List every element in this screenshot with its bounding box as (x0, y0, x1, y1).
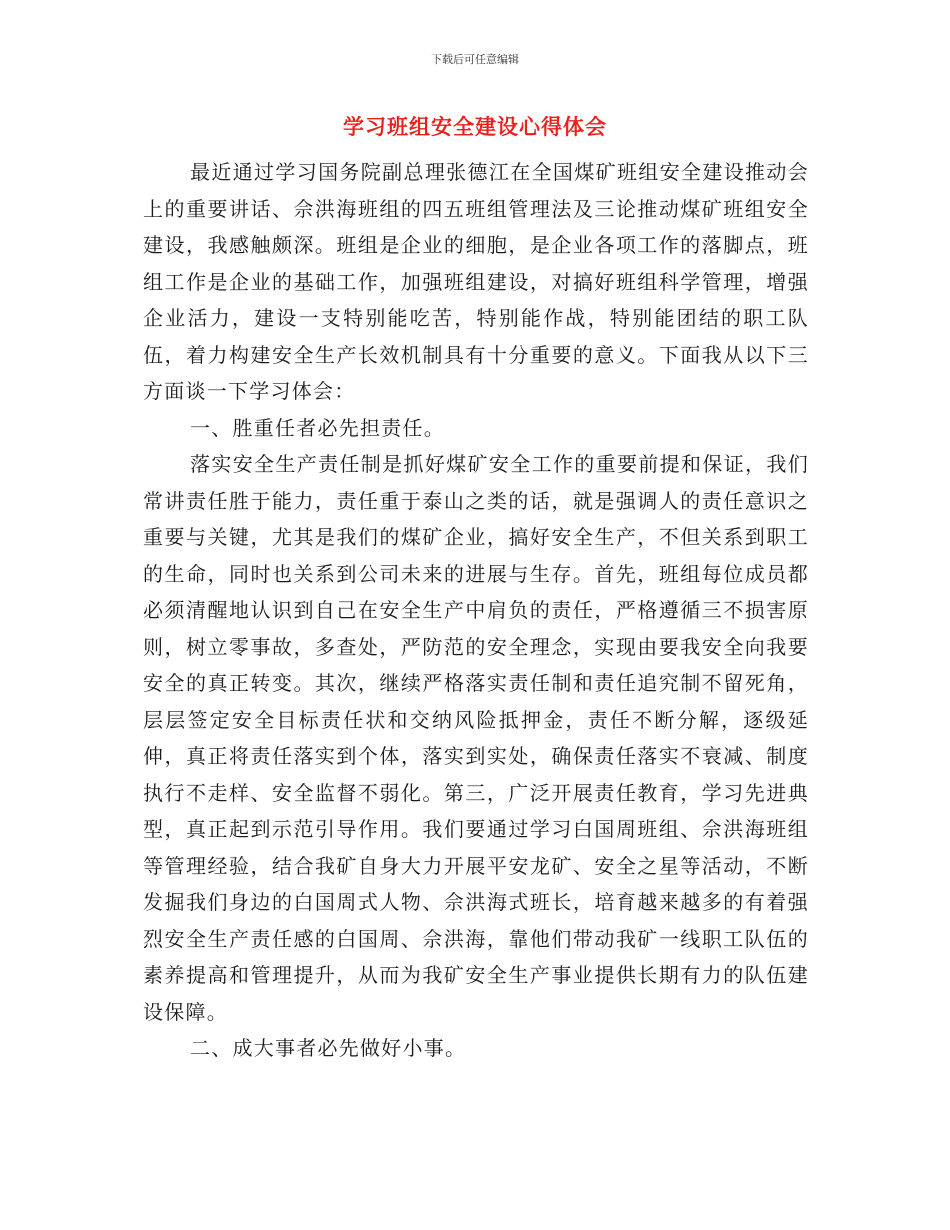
paragraph-section-1: 落实安全生产责任制是抓好煤矿安全工作的重要前提和保证，我们常讲责任胜于能力，责任重于泰山之类的话，就是强调人的责任意识之重要与关键，尤其是我们的煤矿企业，搞好安全生产，不但关系到职工的生命，同时也关系到公司未来的进展与生存。首先，班组每位成员都必须清醒地认识到自己在安全生产中肩负的责任，严格遵循三不损害原则，树立零事故，多查处，严防范的安全理念，实现由要我安全向我要安全的真正转变。其次，继续严格落实责任制和责任追究制不留死角，层层签定安全目标责任状和交纳风险抵押金，责任不断分解，逐级延伸，真正将责任落实到个体，落实到实处，确保责任落实不衰减、制度执行不走样、安全监督不弱化。第三，广泛开展责任教育，学习先进典型，真正起到示范引导作用。我们要通过学习白国周班组、佘洪海班组等管理经验，结合我矿自身大力开展平安龙矿、安全之星等活动，不断发掘我们身边的白国周式人物、佘洪海式班长，培育越来越多的有着强烈安全生产责任感的白国周、佘洪海，靠他们带动我矿一线职工队伍的素养提高和管理提升，从而为我矿安全生产事业提供长期有力的队伍建设保障。 (143, 452, 809, 1024)
header-note: 下载后可任意编辑 (431, 53, 519, 66)
paragraph-intro: 最近通过学习国务院副总理张德江在全国煤矿班组安全建设推动会上的重要讲话、佘洪海班组的四五班组管理法及三论推动煤矿班组安全建设，我感触颇深。班组是企业的细胞，是企业各项工作的落脚点，班组工作是企业的基础工作，加强班组建设，对搞好班组科学管理，增强企业活力，建设一支特别能吃苦，特别能作战，特别能团结的职工队伍，着力构建安全生产长效机制具有十分重要的意义。下面我从以下三方面谈一下学习体会： (143, 160, 809, 403)
section-heading-2: 二、成大事者必先做好小事。 (190, 1036, 467, 1060)
document-body (143, 154, 809, 1067)
document-title: 学习班组安全建设心得体会 (343, 115, 607, 139)
section-heading-1: 一、胜重任者必先担责任。 (190, 415, 445, 440)
